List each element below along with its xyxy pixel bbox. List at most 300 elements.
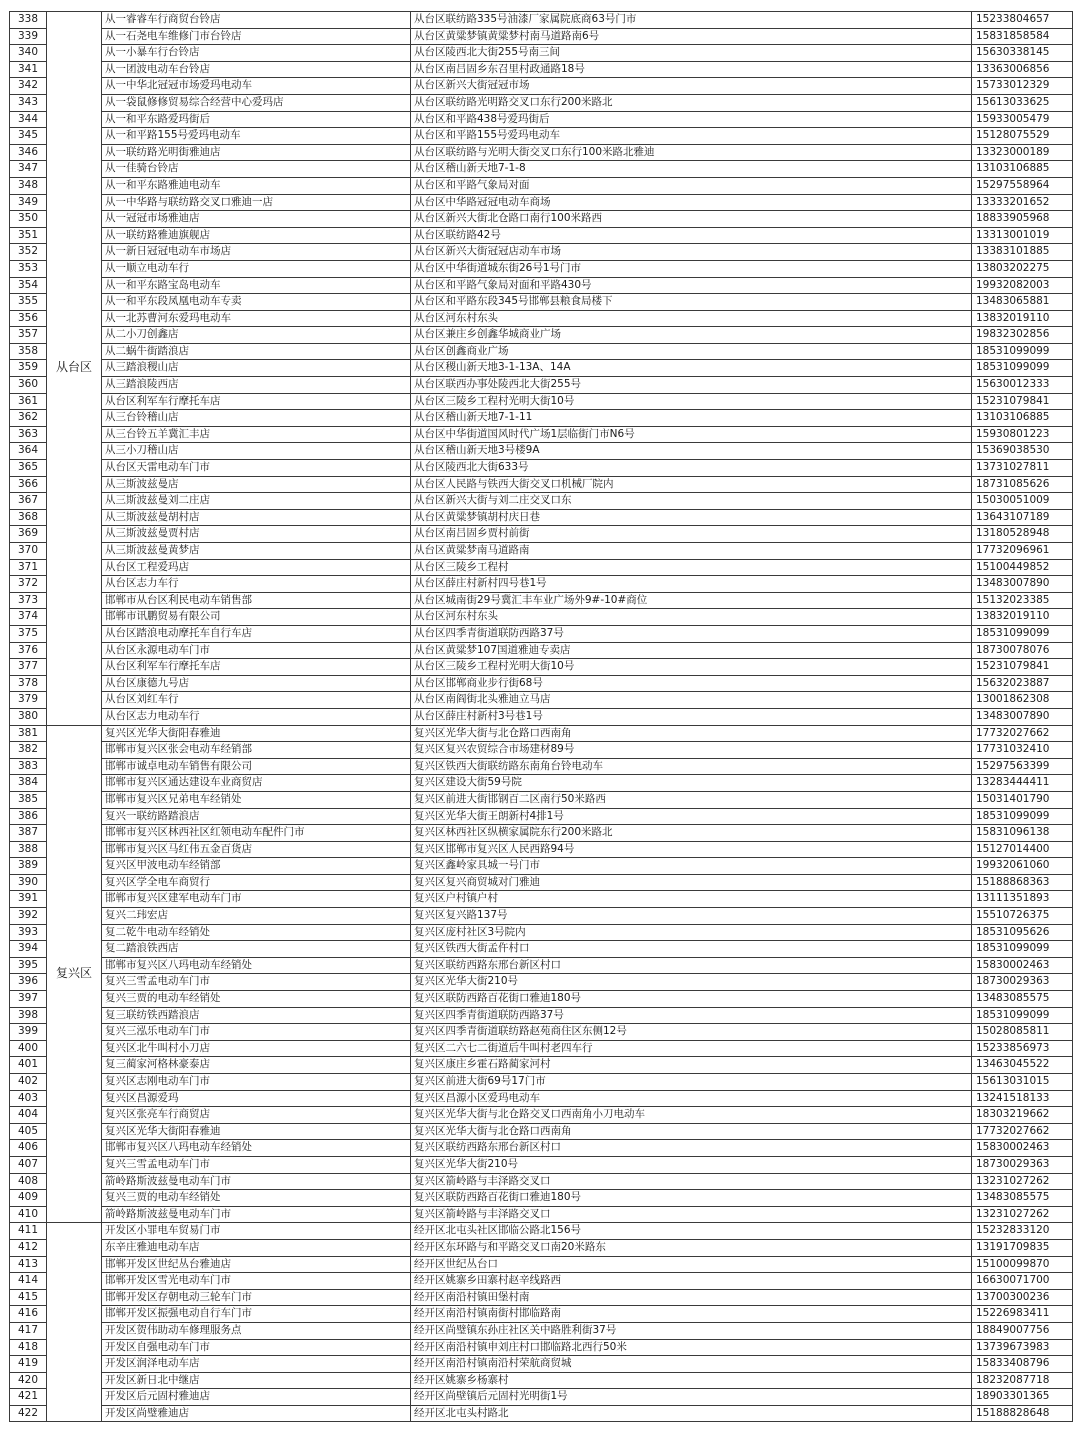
dealer-name: 从一和平东路宝岛电动车 <box>102 277 411 294</box>
dealer-phone: 18232087718 <box>972 1372 1073 1389</box>
row-number: 417 <box>10 1322 47 1339</box>
row-number: 387 <box>10 825 47 842</box>
table-row <box>10 1223 1073 1240</box>
dealer-address: 经开区南沿村镇田堡村南 <box>411 1289 972 1306</box>
table-row <box>10 1256 1073 1273</box>
dealer-name: 邯郸开发区世纪丛台雅迪店 <box>102 1256 411 1273</box>
dealer-address: 复兴区光华大街与北仓路交叉口西南角小刀电动车 <box>411 1107 972 1124</box>
table-row <box>10 360 1073 377</box>
dealer-address: 复兴区户村镇户村 <box>411 891 972 908</box>
table-row <box>10 460 1073 477</box>
dealer-name: 从一袋鼠修修贸易综合经营中心爱玛店 <box>102 94 411 111</box>
dealer-phone: 19932061060 <box>972 858 1073 875</box>
dealer-name: 从三斯波兹曼黄梦店 <box>102 543 411 560</box>
table-row <box>10 111 1073 128</box>
dealer-name: 从三斯波兹曼贾村店 <box>102 526 411 543</box>
dealer-name: 从一和平东路雅迪电动车 <box>102 177 411 194</box>
dealer-name: 邯郸市复兴区通达建设车业商贸店 <box>102 775 411 792</box>
dealer-address: 从台区中华路冠冠电动车商场 <box>411 194 972 211</box>
row-number: 402 <box>10 1074 47 1091</box>
row-number: 344 <box>10 111 47 128</box>
dealer-name: 开发区新日北中继店 <box>102 1372 411 1389</box>
table-row <box>10 642 1073 659</box>
dealer-phone: 13363006856 <box>972 61 1073 78</box>
dealer-address: 从台区黄粱梦镇胡村庆日巷 <box>411 509 972 526</box>
dealer-address: 从台区联纺路42号 <box>411 227 972 244</box>
dealer-name: 复兴二玮宏店 <box>102 908 411 925</box>
dealer-address: 从台区邯郸商业步行街68号 <box>411 675 972 692</box>
table-row <box>10 808 1073 825</box>
dealer-phone: 15733012329 <box>972 78 1073 95</box>
row-number: 374 <box>10 609 47 626</box>
dealer-address: 从台区新兴大街与刘二庄交叉口东 <box>411 493 972 510</box>
dealer-name: 邯郸市复兴区八玛电动车经销处 <box>102 957 411 974</box>
table-row <box>10 725 1073 742</box>
dealer-list-sheet <box>9 11 1072 1431</box>
dealer-phone: 18903301365 <box>972 1389 1073 1406</box>
table-row <box>10 1306 1073 1323</box>
table-row <box>10 991 1073 1008</box>
row-number: 341 <box>10 61 47 78</box>
row-number: 401 <box>10 1057 47 1074</box>
dealer-name: 复兴区北牛叫村小刀店 <box>102 1040 411 1057</box>
dealer-name: 邯郸市复兴区张会电动车经销部 <box>102 742 411 759</box>
table-row <box>10 1057 1073 1074</box>
row-number: 398 <box>10 1007 47 1024</box>
row-number: 383 <box>10 758 47 775</box>
dealer-address: 从台区稽山新天地7-1-8 <box>411 161 972 178</box>
dealer-phone: 15613033625 <box>972 94 1073 111</box>
dealer-address: 从台区和平路438号爱玛街后 <box>411 111 972 128</box>
row-number: 345 <box>10 128 47 145</box>
row-number: 382 <box>10 742 47 759</box>
table-row <box>10 825 1073 842</box>
table-row <box>10 941 1073 958</box>
dealer-address: 复兴区复兴商贸城对门雅迪 <box>411 874 972 891</box>
row-number: 410 <box>10 1206 47 1223</box>
dealer-name: 从一北苏曹河东爱玛电动车 <box>102 310 411 327</box>
table-row <box>10 227 1073 244</box>
table-row <box>10 343 1073 360</box>
table-row <box>10 659 1073 676</box>
dealer-address: 从台区三陵乡工程村 <box>411 559 972 576</box>
dealer-phone: 13103106885 <box>972 161 1073 178</box>
dealer-name: 从三斯波兹曼刘二庄店 <box>102 493 411 510</box>
dealer-phone: 18731085626 <box>972 476 1073 493</box>
table-row <box>10 908 1073 925</box>
table-row <box>10 260 1073 277</box>
table-row <box>10 1173 1073 1190</box>
table-row <box>10 758 1073 775</box>
row-number: 386 <box>10 808 47 825</box>
table-row <box>10 377 1073 394</box>
table-row <box>10 1074 1073 1091</box>
dealer-address: 复兴区光华大街210号 <box>411 974 972 991</box>
dealer-address: 复兴区光华大街与北仓路口西南角 <box>411 725 972 742</box>
dealer-address: 经开区南沿村镇南街村邯临路南 <box>411 1306 972 1323</box>
dealer-address: 复兴区光华大街王朗新村4排1号 <box>411 808 972 825</box>
table-row <box>10 277 1073 294</box>
row-number: 412 <box>10 1239 47 1256</box>
row-number: 407 <box>10 1156 47 1173</box>
dealer-name: 复兴三雪孟电动车门市 <box>102 974 411 991</box>
table-row <box>10 78 1073 95</box>
dealer-address: 从台区和平路155号爱玛电动车 <box>411 128 972 145</box>
dealer-name: 从台区踏浪电动摩托车自行车店 <box>102 625 411 642</box>
row-number: 393 <box>10 924 47 941</box>
dealer-name: 从台区志力电动车行 <box>102 708 411 725</box>
dealer-name: 邯郸开发区振强电动自行车门市 <box>102 1306 411 1323</box>
dealer-phone: 15231079841 <box>972 393 1073 410</box>
dealer-name: 从一中华北冠冠市场爱玛电动车 <box>102 78 411 95</box>
dealer-phone: 15831096138 <box>972 825 1073 842</box>
dealer-address: 经开区尚璧镇东孙庄社区关中路胜利街37号 <box>411 1322 972 1339</box>
dealer-phone: 15830002463 <box>972 1140 1073 1157</box>
row-number: 365 <box>10 460 47 477</box>
row-number: 409 <box>10 1190 47 1207</box>
table-row <box>10 327 1073 344</box>
table-row <box>10 1206 1073 1223</box>
dealer-address: 从台区四季青街道联防西路37号 <box>411 625 972 642</box>
dealer-address: 从台区新兴大街北仓路口南行100米路西 <box>411 211 972 228</box>
dealer-phone: 13700300236 <box>972 1289 1073 1306</box>
dealer-name: 从三台铃稽山店 <box>102 410 411 427</box>
row-number: 392 <box>10 908 47 925</box>
district-cell <box>47 1223 102 1422</box>
dealer-name: 邯郸市复兴区建军电动车门市 <box>102 891 411 908</box>
dealer-name: 从一顺立电动车行 <box>102 260 411 277</box>
dealer-name: 从三小刀稽山店 <box>102 443 411 460</box>
dealer-phone: 13483085575 <box>972 991 1073 1008</box>
dealer-address: 复兴区鑫岭家具城一号门市 <box>411 858 972 875</box>
dealer-phone: 13231027262 <box>972 1206 1073 1223</box>
dealer-address: 复兴区四季青街道联防西路37号 <box>411 1007 972 1024</box>
row-number: 342 <box>10 78 47 95</box>
dealer-phone: 18531095626 <box>972 924 1073 941</box>
dealer-phone: 13313001019 <box>972 227 1073 244</box>
table-row <box>10 509 1073 526</box>
dealer-phone: 13001862308 <box>972 692 1073 709</box>
row-number: 394 <box>10 941 47 958</box>
dealer-name: 复兴三雪孟电动车门市 <box>102 1156 411 1173</box>
dealer-name: 从一小暴车行台铃店 <box>102 45 411 62</box>
row-number: 403 <box>10 1090 47 1107</box>
row-number: 348 <box>10 177 47 194</box>
dealer-name: 邯郸市复兴区马红伟五金百货店 <box>102 841 411 858</box>
dealer-phone: 19832302856 <box>972 327 1073 344</box>
table-row <box>10 1289 1073 1306</box>
dealer-address: 从台区稽山新天地3号楼9A <box>411 443 972 460</box>
dealer-phone: 15297563399 <box>972 758 1073 775</box>
table-row <box>10 974 1073 991</box>
dealer-phone: 15369038530 <box>972 443 1073 460</box>
dealer-phone: 13832019110 <box>972 609 1073 626</box>
dealer-name: 邯郸开发区存朝电动三轮车门市 <box>102 1289 411 1306</box>
dealer-phone: 13111351893 <box>972 891 1073 908</box>
row-number: 356 <box>10 310 47 327</box>
district-cell: 从台区 <box>47 12 102 726</box>
table-row <box>10 874 1073 891</box>
dealer-address: 复兴区四季青街道联纺路赵苑商住区东侧12号 <box>411 1024 972 1041</box>
table-row <box>10 775 1073 792</box>
dealer-address: 复兴区箭岭路与丰泽路交叉口 <box>411 1173 972 1190</box>
dealer-phone: 17732027662 <box>972 725 1073 742</box>
dealer-phone: 15630338145 <box>972 45 1073 62</box>
dealer-phone: 15100099870 <box>972 1256 1073 1273</box>
row-number: 413 <box>10 1256 47 1273</box>
row-number: 405 <box>10 1123 47 1140</box>
dealer-phone: 15933005479 <box>972 111 1073 128</box>
dealer-address: 从台区和平路气象局对面和平路430号 <box>411 277 972 294</box>
dealer-address: 复兴区邯郸市复兴区人民西路94号 <box>411 841 972 858</box>
dealer-phone: 13283444411 <box>972 775 1073 792</box>
table-row <box>10 177 1073 194</box>
dealer-address: 复兴区铁西大街孟仵村口 <box>411 941 972 958</box>
table-row <box>10 543 1073 560</box>
dealer-name: 从一石尧电车维修门市台铃店 <box>102 28 411 45</box>
dealer-name: 从台区刘红车行 <box>102 692 411 709</box>
dealer-name: 东辛庄雅迪电动车店 <box>102 1239 411 1256</box>
table-row <box>10 161 1073 178</box>
dealer-name: 邯郸市复兴区八玛电动车经销处 <box>102 1140 411 1157</box>
dealer-address: 复兴区箭岭路与丰泽路交叉口 <box>411 1206 972 1223</box>
dealer-phone: 18303219662 <box>972 1107 1073 1124</box>
dealer-address: 经开区北屯头村路北 <box>411 1405 972 1422</box>
dealer-name: 从台区利军车行摩托车店 <box>102 393 411 410</box>
dealer-name: 从一联纺路雅迪旗舰店 <box>102 227 411 244</box>
dealer-address: 经开区姚寨乡杨寨村 <box>411 1372 972 1389</box>
dealer-phone: 15297558964 <box>972 177 1073 194</box>
row-number: 352 <box>10 244 47 261</box>
table-row <box>10 1140 1073 1157</box>
dealer-phone: 15830002463 <box>972 957 1073 974</box>
dealer-name: 开发区自强电动车门市 <box>102 1339 411 1356</box>
row-number: 416 <box>10 1306 47 1323</box>
dealer-name: 从一冠冠市场雅迪店 <box>102 211 411 228</box>
dealer-phone: 19932082003 <box>972 277 1073 294</box>
dealer-phone: 13191709835 <box>972 1239 1073 1256</box>
dealer-phone: 13483065881 <box>972 294 1073 311</box>
row-number: 360 <box>10 377 47 394</box>
dealer-phone: 13333201652 <box>972 194 1073 211</box>
dealer-phone: 18849007756 <box>972 1322 1073 1339</box>
dealer-address: 从台区薛庄村新村3号巷1号 <box>411 708 972 725</box>
row-number: 369 <box>10 526 47 543</box>
table-row <box>10 858 1073 875</box>
table-row <box>10 576 1073 593</box>
dealer-name: 从一新日冠冠电动车市场店 <box>102 244 411 261</box>
row-number: 358 <box>10 343 47 360</box>
dealer-address: 复兴区铁西大街联纺路东南角台铃电动车 <box>411 758 972 775</box>
table-row <box>10 692 1073 709</box>
dealer-phone: 15188828648 <box>972 1405 1073 1422</box>
row-number: 373 <box>10 592 47 609</box>
table-row <box>10 559 1073 576</box>
dealer-phone: 18531099099 <box>972 941 1073 958</box>
dealer-phone: 13103106885 <box>972 410 1073 427</box>
dealer-name: 复兴区昌源爱玛 <box>102 1090 411 1107</box>
table-row <box>10 1239 1073 1256</box>
dealer-phone: 13803202275 <box>972 260 1073 277</box>
dealer-address: 复兴区前进大街69号17门市 <box>411 1074 972 1091</box>
dealer-phone: 13483007890 <box>972 708 1073 725</box>
dealer-phone: 18531099099 <box>972 808 1073 825</box>
row-number: 422 <box>10 1405 47 1422</box>
row-number: 385 <box>10 791 47 808</box>
dealer-phone: 15128075529 <box>972 128 1073 145</box>
dealer-name: 邯郸市从台区利民电动车销售部 <box>102 592 411 609</box>
row-number: 381 <box>10 725 47 742</box>
dealer-address: 经开区东环路与和平路交叉口南20米路东 <box>411 1239 972 1256</box>
dealer-phone: 18531099099 <box>972 625 1073 642</box>
dealer-name: 复三联纺铁西踏浪店 <box>102 1007 411 1024</box>
dealer-address: 从台区陵西北大街633号 <box>411 460 972 477</box>
dealer-address: 复兴区康庄乡霍石路蔺家河村 <box>411 1057 972 1074</box>
row-number: 372 <box>10 576 47 593</box>
dealer-name: 开发区后元固村雅迪店 <box>102 1389 411 1406</box>
dealer-phone: 13323000189 <box>972 144 1073 161</box>
table-row <box>10 476 1073 493</box>
row-number: 384 <box>10 775 47 792</box>
table-row <box>10 61 1073 78</box>
table-row <box>10 94 1073 111</box>
table-row <box>10 742 1073 759</box>
table-row <box>10 1372 1073 1389</box>
dealer-address: 复兴区林西社区纵横家属院东行200米路北 <box>411 825 972 842</box>
dealer-name: 复兴区甲波电动车经销部 <box>102 858 411 875</box>
dealer-name: 复兴一联纺路踏浪店 <box>102 808 411 825</box>
dealer-address: 复兴区联防西路百花街口雅迪180号 <box>411 991 972 1008</box>
dealer-name: 开发区尚璧雅迪店 <box>102 1405 411 1422</box>
table-row <box>10 957 1073 974</box>
dealer-address: 复兴区昌源小区爱玛电动车 <box>411 1090 972 1107</box>
table-row <box>10 393 1073 410</box>
dealer-name: 邯郸市复兴区林西社区红领电动车配件门市 <box>102 825 411 842</box>
dealer-address: 复兴区光华大街210号 <box>411 1156 972 1173</box>
row-number: 414 <box>10 1273 47 1290</box>
dealer-phone: 13739673983 <box>972 1339 1073 1356</box>
table-row <box>10 791 1073 808</box>
row-number: 388 <box>10 841 47 858</box>
dealer-address: 复兴区联纺西路东邢台新区村口 <box>411 1140 972 1157</box>
dealer-address: 从台区新兴大街冠冠店动车市场 <box>411 244 972 261</box>
dealer-phone: 15132023385 <box>972 592 1073 609</box>
dealer-phone: 18730029363 <box>972 1156 1073 1173</box>
dealer-address: 从台区陵西北大街255号南三间 <box>411 45 972 62</box>
table-row <box>10 45 1073 62</box>
dealer-phone: 15226983411 <box>972 1306 1073 1323</box>
row-number: 355 <box>10 294 47 311</box>
row-number: 400 <box>10 1040 47 1057</box>
row-number: 395 <box>10 957 47 974</box>
table-row <box>10 144 1073 161</box>
dealer-name: 复三蔺家河格林豪泰店 <box>102 1057 411 1074</box>
dealer-phone: 15510726375 <box>972 908 1073 925</box>
row-number: 357 <box>10 327 47 344</box>
dealer-address: 从台区中华街道国风时代广场1层临街门市N6号 <box>411 426 972 443</box>
dealer-address: 复兴区复兴农贸综合市场建材89号 <box>411 742 972 759</box>
row-number: 415 <box>10 1289 47 1306</box>
dealer-address: 从台区河东村东头 <box>411 609 972 626</box>
row-number: 418 <box>10 1339 47 1356</box>
dealer-phone: 13832019110 <box>972 310 1073 327</box>
dealer-name: 从二蜗牛街踏浪店 <box>102 343 411 360</box>
dealer-address: 复兴区庞村社区3号院内 <box>411 924 972 941</box>
dealer-phone: 13383101885 <box>972 244 1073 261</box>
dealer-name: 从一联纺路光明街雅迪店 <box>102 144 411 161</box>
table-row <box>10 1040 1073 1057</box>
row-number: 339 <box>10 28 47 45</box>
table-row <box>10 526 1073 543</box>
table-row <box>10 708 1073 725</box>
dealer-address: 从台区薛庄村新村四号巷1号 <box>411 576 972 593</box>
table-row <box>10 1389 1073 1406</box>
dealer-address: 经开区南沿村镇南沿村荣航商贸城 <box>411 1356 972 1373</box>
dealer-name: 开发区贺伟助动车修理服务点 <box>102 1322 411 1339</box>
row-number: 351 <box>10 227 47 244</box>
dealer-phone: 18531099099 <box>972 1007 1073 1024</box>
dealer-address: 从台区黄粱梦107国道雅迪专卖店 <box>411 642 972 659</box>
dealer-phone: 17732096961 <box>972 543 1073 560</box>
row-number: 362 <box>10 410 47 427</box>
dealer-address: 从台区新兴大街冠冠市场 <box>411 78 972 95</box>
dealer-name: 从一睿睿车行商贸台铃店 <box>102 12 411 29</box>
row-number: 354 <box>10 277 47 294</box>
dealer-address: 从台区河东村东头 <box>411 310 972 327</box>
table-row <box>10 1107 1073 1124</box>
table-row <box>10 625 1073 642</box>
row-number: 376 <box>10 642 47 659</box>
dealer-address: 复兴区联纺西路东邢台新区村口 <box>411 957 972 974</box>
dealer-name: 邯郸市诚卓电动车销售有限公司 <box>102 758 411 775</box>
dealer-phone: 18531099099 <box>972 360 1073 377</box>
dealer-address: 从台区兼庄乡创鑫华城商业广场 <box>411 327 972 344</box>
dealer-name: 复兴区志刚电动车门市 <box>102 1074 411 1091</box>
row-number: 411 <box>10 1223 47 1240</box>
dealer-name: 从三台铃五羊冀汇丰店 <box>102 426 411 443</box>
dealer-name: 箭岭路斯波兹曼电动车门市 <box>102 1206 411 1223</box>
dealer-phone: 15613031015 <box>972 1074 1073 1091</box>
dealer-address: 从台区和平路气象局对面 <box>411 177 972 194</box>
dealer-name: 从一团波电动车台铃店 <box>102 61 411 78</box>
table-row <box>10 924 1073 941</box>
dealer-phone: 13463045522 <box>972 1057 1073 1074</box>
dealer-name: 从三踏浪陵西店 <box>102 377 411 394</box>
dealer-name: 从台区志力车行 <box>102 576 411 593</box>
row-number: 397 <box>10 991 47 1008</box>
dealer-phone: 15188868363 <box>972 874 1073 891</box>
dealer-address: 经开区世纪丛台口 <box>411 1256 972 1273</box>
table-row <box>10 244 1073 261</box>
dealer-address: 复兴区建设大街59号院 <box>411 775 972 792</box>
row-number: 368 <box>10 509 47 526</box>
dealer-phone: 17731032410 <box>972 742 1073 759</box>
dealer-name: 开发区润泽电动车店 <box>102 1356 411 1373</box>
dealer-address: 经开区南沿村镇申刘庄村口邯临路北西行50米 <box>411 1339 972 1356</box>
table-row <box>10 841 1073 858</box>
dealer-name: 复兴区张亮车行商贸店 <box>102 1107 411 1124</box>
table-row <box>10 128 1073 145</box>
dealer-address: 复兴区复兴路137号 <box>411 908 972 925</box>
dealer-phone: 15127014400 <box>972 841 1073 858</box>
table-row <box>10 28 1073 45</box>
dealer-address: 从台区黄粱梦镇黄粱梦村南马道路南6号 <box>411 28 972 45</box>
dealer-name: 从台区利军车行摩托车店 <box>102 659 411 676</box>
dealer-address: 从台区联西办事处陵西北大街255号 <box>411 377 972 394</box>
dealer-phone: 15630012333 <box>972 377 1073 394</box>
dealer-address: 从台区三陵乡工程村光明大街10号 <box>411 393 972 410</box>
dealer-phone: 13231027262 <box>972 1173 1073 1190</box>
